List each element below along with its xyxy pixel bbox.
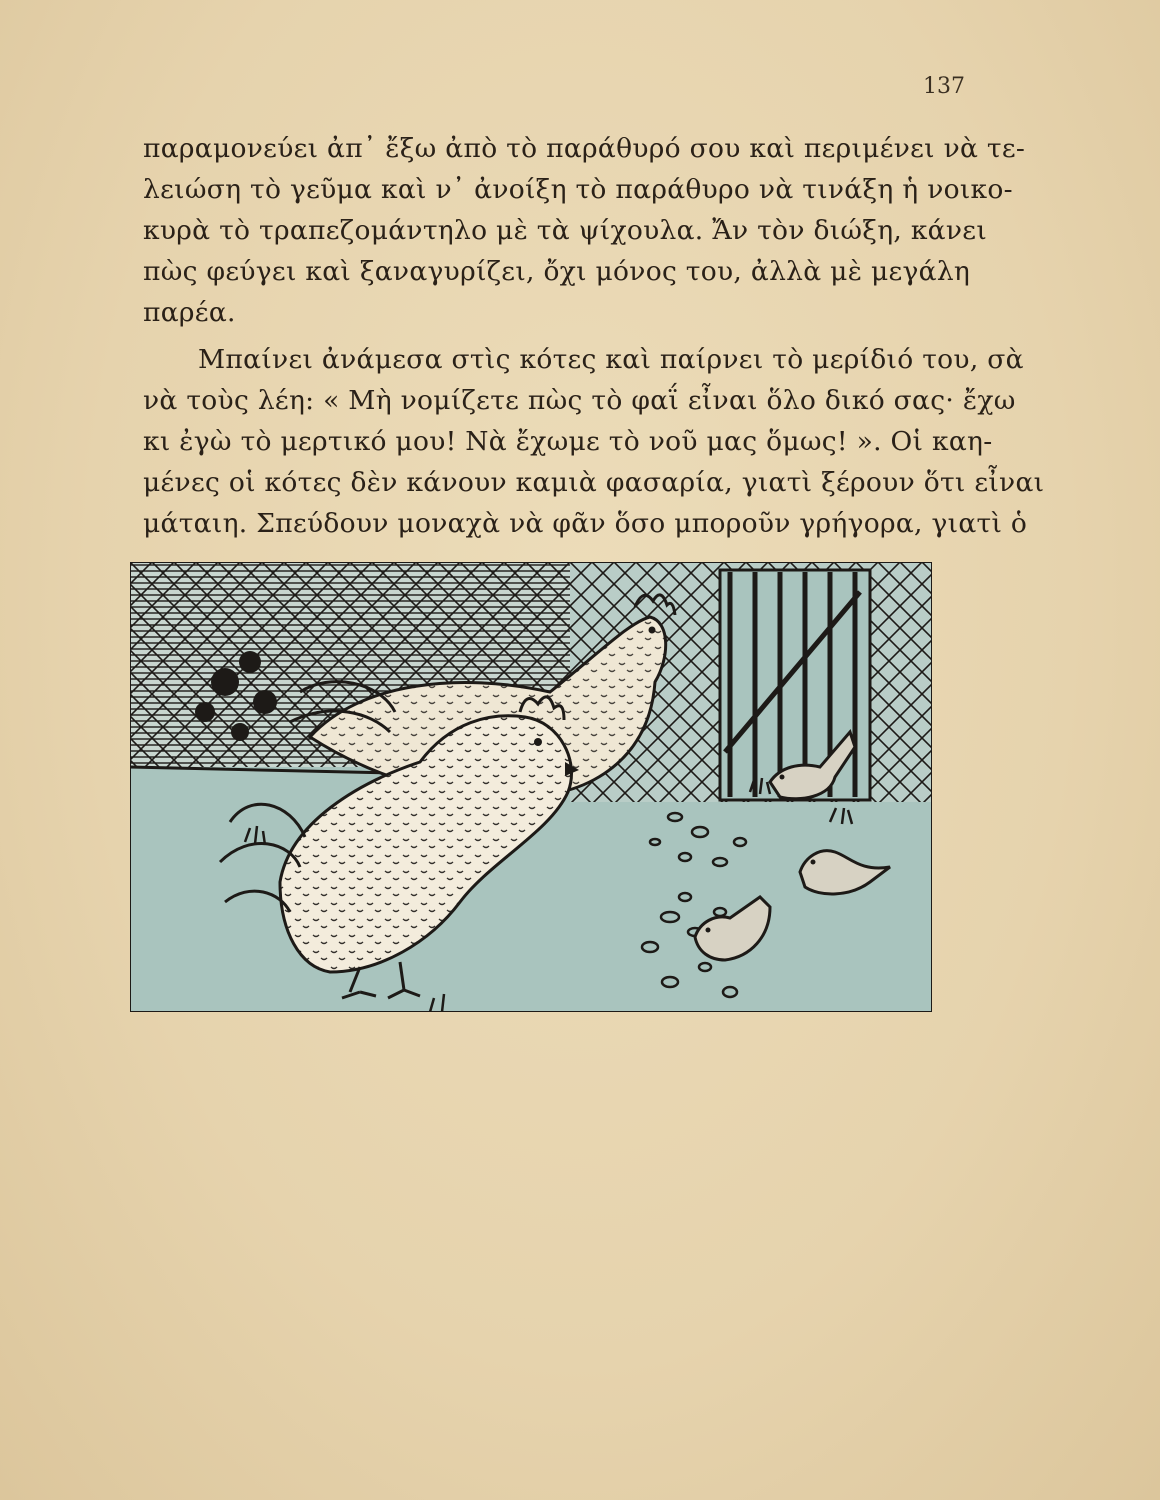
text-line: κυρὰ τὸ τραπεζομάντηλο μὲ τὰ ψίχουλα. Ἄν τὸν διώξη, κάνει bbox=[143, 215, 988, 246]
text-line: μένες οἱ κότες δὲν κάνουν καμιὰ φασαρία, γιατὶ ξέρουν ὅτι εἶναι bbox=[143, 467, 1045, 498]
text-line: μάταιη. Σπεύδουν μοναχὰ νὰ φᾶν ὅσο μποροῦν γρήγορα, γιατὶ ὁ bbox=[143, 508, 1028, 539]
text-line: παραμονεύει ἀπ᾽ ἔξω ἀπὸ τὸ παράθυρό σου καὶ περιμένει νὰ τε- bbox=[143, 133, 1026, 164]
text-line: πὼς φεύγει καὶ ξαναγυρίζει, ὄχι μόνος του, ἀλλὰ μὲ μεγάλη bbox=[143, 256, 971, 287]
hens-and-sparrows-illustration bbox=[130, 562, 932, 1012]
paragraph-2 bbox=[143, 339, 1045, 544]
text-line: λειώση τὸ γεῦμα καὶ ν᾽ ἀνοίξη τὸ παράθυρο νὰ τινάξη ἡ νοικο- bbox=[143, 174, 1013, 205]
text-line: νὰ τοὺς λέη: « Μὴ νομίζετε πὼς τὸ φαΐ εἶναι ὅλο δικό σας· ἔχω bbox=[143, 385, 1016, 416]
text-line: Μπαίνει ἀνάμεσα στὶς κότες καὶ παίρνει τὸ μερίδιό του, σὰ bbox=[198, 344, 1024, 375]
page-number: 137 bbox=[923, 74, 965, 99]
text-line: παρέα. bbox=[143, 297, 236, 328]
body-text bbox=[143, 128, 1045, 544]
paragraph-1 bbox=[143, 128, 1026, 333]
text-line: κι ἐγὼ τὸ μερτικό μου! Νὰ ἔχωμε τὸ νοῦ μας ὅμως! ». Οἱ καη- bbox=[143, 426, 993, 457]
